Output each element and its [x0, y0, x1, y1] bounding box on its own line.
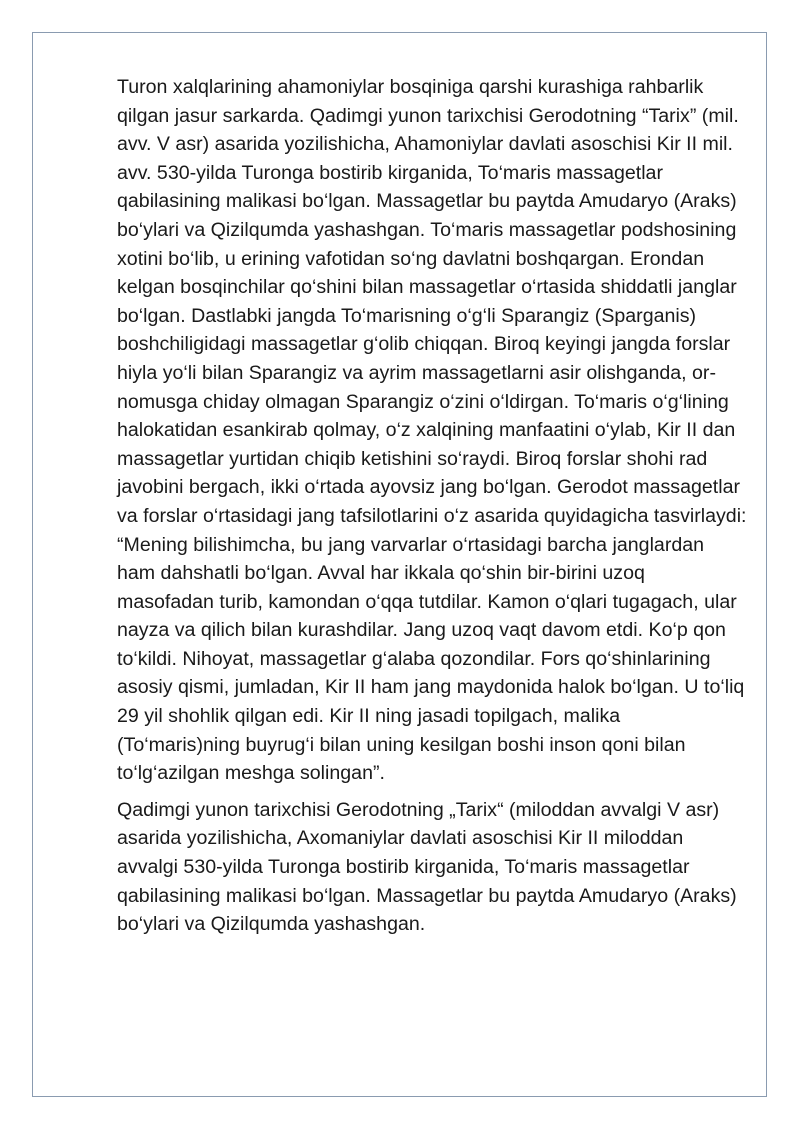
page-frame: [32, 32, 767, 1097]
paragraph-2: Qadimgi yunon tarixchisi Gerodotning „Tarix“ (miloddan avvalgi V asr) asarida yozilishicha, Axomaniylar davlati asoschisi Kir II miloddan avvalgi 530-yilda Turonga bostirib kirganida, To‘maris massagetlar qabilasining malikasi bo‘lgan. Massagetlar bu paytda Amudaryo (Araks) bo‘ylari va Qizilqumda yashashgan.: [117, 798, 737, 936]
document-body: [117, 73, 747, 939]
paragraph-1: Turon xalqlarining ahamoniylar bosqiniga qarshi kurashiga rahbarlik qilgan jasur sarkarda. Qadimgi yunon tarixchisi Gerodotning “Tarix” (mil. avv. V asr) asarida yozilishicha, Ahamoniylar davlati asoschisi Kir II mil. avv. 530-yilda Turonga bostirib kirganida, To‘maris massagetlar qabilasining malikasi bo‘lgan. Massagetlar bu paytda Amudaryo (Araks) bo‘ylari va Qizilqumda yashashgan. To‘maris massagetlar podshosining xotini bo‘lib, u erining vafotidan so‘ng davlatni boshqargan. Erondan kelgan bosqinchilar qo‘shini bilan massagetlar o‘rtasida shiddatli janglar bo‘lgan. Dastlabki jangda To‘marisning o‘g‘li Sparangiz (Sparganis) boshchiligidagi massagetlar g‘olib chiqqan. Biroq keyingi jangda forslar hiyla yo‘li bilan Sparangiz va ayrim massagetlarni asir olishganda, or-nomusga chiday olmagan Sparangiz o‘zini o‘ldirgan. To‘maris o‘g‘lining halokatidan esankirab qolmay, o‘z xalqining manfaatini o‘ylab, Kir II dan massagetlar yurtidan chiqib ketishini so‘raydi. Biroq forslar shohi rad javobini bergach, ikki o‘rtada ayovsiz jang bo‘lgan. Gerodot massagetlar va forslar o‘rtasidagi jang tafsilotlarini o‘z asarida quyidagicha tasvirlaydi: “Mening bilishimcha, bu jang varvarlar o‘rtasidagi barcha janglardan ham dahshatli bo‘lgan. Avval har ikkala qo‘shin bir-birini uzoq masofadan turib, kamondan o‘qqa tutdilar. Kamon o‘qlari tugagach, ular nayza va qilich bilan kurashdilar. Jang uzoq vaqt davom etdi. Ko‘p qon to‘kildi. Nihoyat, massagetlar g‘alaba qozondilar. Fors qo‘shinlarining asosiy qismi, jumladan, Kir II ham jang maydonida halok bo‘lgan. U to‘liq 29 yil shohlik qilgan edi. Kir II ning jasadi topilgach, malika (To‘maris)ning buyrug‘i bilan uning kesilgan boshi inson qoni bilan to‘lg‘azilgan meshga solingan”.: [117, 76, 747, 785]
